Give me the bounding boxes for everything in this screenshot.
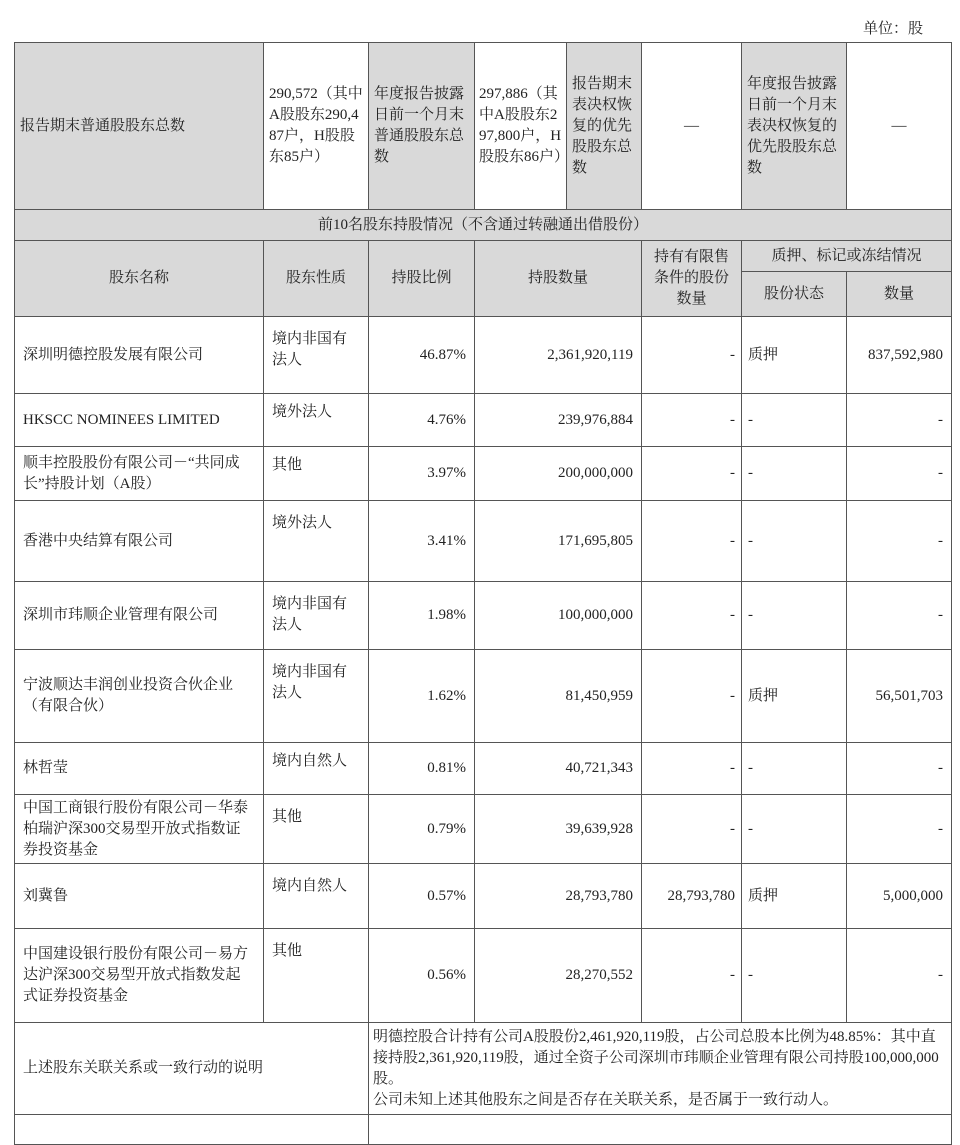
pledge-quantity: - [847, 394, 952, 447]
pledge-quantity: - [847, 447, 952, 501]
restricted-shares: - [642, 582, 742, 650]
shareholder-nature: 其他 [264, 795, 369, 864]
pledge-status: - [742, 582, 847, 650]
share-count: 81,450,959 [475, 650, 642, 743]
pref-restored-value: — [642, 43, 742, 210]
shareholder-nature: 境外法人 [264, 394, 369, 447]
restricted-shares: - [642, 394, 742, 447]
restricted-shares: - [642, 929, 742, 1023]
shareholder-name: 宁波顺达丰润创业投资合伙企业（有限合伙） [15, 650, 264, 743]
holding-ratio: 1.62% [369, 650, 475, 743]
table-row [15, 650, 952, 743]
shareholder-name: 中国建设银行股份有限公司－易方达沪深300交易型开放式指数发起式证券投资基金 [15, 929, 264, 1023]
shareholder-nature: 境内自然人 [264, 743, 369, 795]
holding-ratio: 3.41% [369, 501, 475, 582]
shareholder-nature: 境内自然人 [264, 864, 369, 929]
pledge-quantity: 837,592,980 [847, 317, 952, 394]
col-nature: 股东性质 [264, 241, 369, 317]
shareholder-name: 林哲莹 [15, 743, 264, 795]
shareholder-table [14, 42, 952, 1145]
holding-ratio: 0.56% [369, 929, 475, 1023]
section-title: 前10名股东持股情况（不含通过转融通出借股份） [15, 210, 952, 241]
relation-text-1: 明德控股合计持有公司A股股份2,461,920,119股，占公司总股本比例为48.85%：其中直接持股2,361,920,119股，通过全资子公司深圳市玮顺企业管理有限公司持股100,000,000股。 [373, 1028, 939, 1087]
table-row [15, 501, 952, 582]
restricted-shares: - [642, 743, 742, 795]
share-count: 171,695,805 [475, 501, 642, 582]
next-row [15, 1115, 952, 1145]
table-row [15, 582, 952, 650]
pledge-quantity: - [847, 501, 952, 582]
shareholder-name: 香港中央结算有限公司 [15, 501, 264, 582]
pledge-status: 质押 [742, 864, 847, 929]
pref-restored-prev-value: — [847, 43, 952, 210]
shareholder-name: 刘冀鲁 [15, 864, 264, 929]
shareholder-name: HKSCC NOMINEES LIMITED [15, 394, 264, 447]
table-row [15, 929, 952, 1023]
share-count: 2,361,920,119 [475, 317, 642, 394]
holding-ratio: 46.87% [369, 317, 475, 394]
shareholder-nature: 境内非国有法人 [264, 317, 369, 394]
restricted-shares: - [642, 501, 742, 582]
prev-month-holders-label: 年度报告披露日前一个月末普通股股东总数 [369, 43, 475, 210]
shareholder-nature: 其他 [264, 929, 369, 1023]
pledge-status: - [742, 795, 847, 864]
pledge-quantity: 56,501,703 [847, 650, 952, 743]
col-restricted: 持有有限售条件的股份数量 [642, 241, 742, 317]
col-ratio: 持股比例 [369, 241, 475, 317]
holding-ratio: 4.76% [369, 394, 475, 447]
pledge-quantity: - [847, 582, 952, 650]
pledge-status: - [742, 394, 847, 447]
table-row [15, 317, 952, 394]
shareholder-nature: 境内非国有法人 [264, 650, 369, 743]
restricted-shares: - [642, 317, 742, 394]
unit-label: 单位：股 [862, 21, 923, 37]
pledge-status: 质押 [742, 317, 847, 394]
table-row [15, 864, 952, 929]
col-pledge-qty: 数量 [847, 272, 952, 317]
shareholder-name: 深圳明德控股发展有限公司 [15, 317, 264, 394]
share-count: 100,000,000 [475, 582, 642, 650]
share-count: 239,976,884 [475, 394, 642, 447]
total-holders-label: 报告期末普通股股东总数 [15, 43, 264, 210]
col-name: 股东名称 [15, 241, 264, 317]
pledge-quantity: 5,000,000 [847, 864, 952, 929]
shareholder-nature: 境内非国有法人 [264, 582, 369, 650]
relation-text-2: 公司未知上述其他股东之间是否存在关联关系，是否属于一致行动人。 [373, 1091, 839, 1108]
table-row [15, 743, 952, 795]
pledge-status: - [742, 447, 847, 501]
relation-label: 上述股东关联关系或一致行动的说明 [15, 1023, 369, 1115]
restricted-shares: - [642, 795, 742, 864]
holding-ratio: 1.98% [369, 582, 475, 650]
table-row [15, 447, 952, 501]
share-count: 40,721,343 [475, 743, 642, 795]
pledge-status: - [742, 929, 847, 1023]
holding-ratio: 0.79% [369, 795, 475, 864]
share-count: 39,639,928 [475, 795, 642, 864]
pledge-status: - [742, 743, 847, 795]
restricted-shares: 28,793,780 [642, 864, 742, 929]
table-row [15, 394, 952, 447]
shareholder-nature: 其他 [264, 447, 369, 501]
pref-restored-label: 报告期末表决权恢复的优先股股东总数 [567, 43, 642, 210]
relation-row [15, 1023, 952, 1115]
share-count: 28,793,780 [475, 864, 642, 929]
pledge-quantity: - [847, 795, 952, 864]
pref-restored-prev-label: 年度报告披露日前一个月末表决权恢复的优先股股东总数 [742, 43, 847, 210]
restricted-shares: - [642, 447, 742, 501]
holding-ratio: 0.57% [369, 864, 475, 929]
col-shares: 持股数量 [475, 241, 642, 317]
shareholder-name: 中国工商银行股份有限公司－华泰柏瑞沪深300交易型开放式指数证券投资基金 [15, 795, 264, 864]
pledge-status: 质押 [742, 650, 847, 743]
prev-month-holders-value: 297,886（其中A股股东297,800户，H股股东86户） [475, 43, 567, 210]
restricted-shares: - [642, 650, 742, 743]
holding-ratio: 3.97% [369, 447, 475, 501]
holding-ratio: 0.81% [369, 743, 475, 795]
table-row [15, 795, 952, 864]
col-pledge-group: 质押、标记或冻结情况 [742, 241, 952, 272]
pledge-quantity: - [847, 929, 952, 1023]
shareholder-name: 顺丰控股股份有限公司－“共同成长”持股计划（A股） [15, 447, 264, 501]
total-holders-value: 290,572（其中A股股东290,487户，H股股东85户） [264, 43, 369, 210]
shareholder-name: 深圳市玮顺企业管理有限公司 [15, 582, 264, 650]
share-count: 200,000,000 [475, 447, 642, 501]
share-count: 28,270,552 [475, 929, 642, 1023]
col-pledge-status: 股份状态 [742, 272, 847, 317]
summary-row [15, 43, 952, 210]
shareholder-nature: 境外法人 [264, 501, 369, 582]
pledge-status: - [742, 501, 847, 582]
pledge-quantity: - [847, 743, 952, 795]
